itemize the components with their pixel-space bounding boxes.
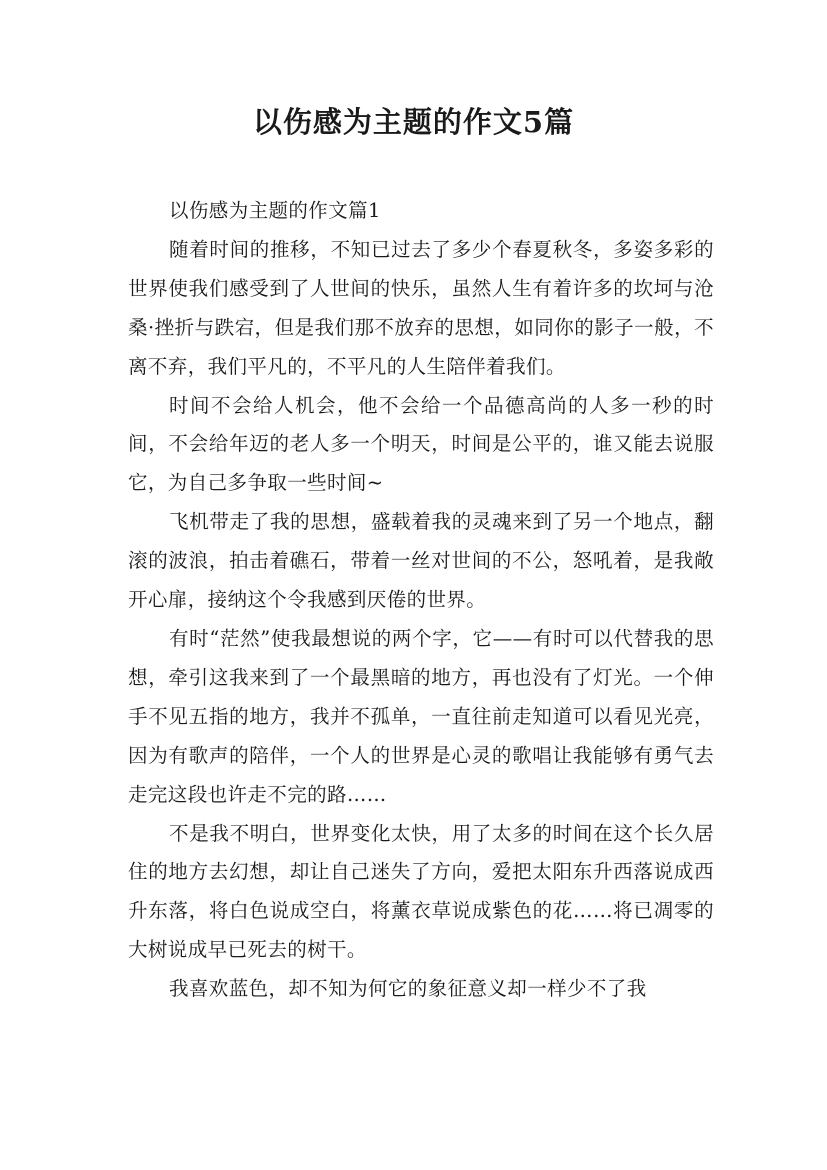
paragraph-1: 随着时间的推移，不知已过去了多少个春夏秋冬，多姿多彩的世界使我们感受到了人世间的快乐，虽然人生有着许多的坎坷与沧桑·挫折与跌宕，但是我们那不放弃的思想，如同你的影子一般，不离不弃，我们平凡的，不平凡的人生陪伴着我们。 — [128, 237, 714, 378]
paragraph-6: 我喜欢蓝色，却不知为何它的象征意义却一样少不了我 — [169, 977, 647, 1001]
paragraph-5: 不是我不明白，世界变化太快，用了太多的时间在这个长久居住的地方去幻想，却让自己迷失了方向，爱把太阳东升西落说成西升东落，将白色说成空白，将薰衣草说成紫色的花……将已凋零的大树说成早已死去的树干。 — [128, 821, 714, 962]
document-body — [128, 192, 714, 1009]
section-heading: 以伤感为主题的作文篇1 — [169, 199, 381, 222]
document-title: 以伤感为主题的作文5篇 — [252, 105, 575, 139]
paragraph-2: 时间不会给人机会，他不会给一个品德高尚的人多一秒的时间，不会给年迈的老人多一个明天，时间是公平的，谁又能去说服它，为自己多争取一些时间~ — [128, 393, 714, 495]
paragraph-4: 有时“茫然”使我最想说的两个字，它——有时可以代替我的思想，牵引这我来到了一个最黑暗的地方，再也没有了灯光。一个伸手不见五指的地方，我并不孤单，一直往前走知道可以看见光亮，因为有歌声的陪伴，一个人的世界是心灵的歌唱让我能够有勇气去走完这段也许走不完的路…… — [128, 626, 714, 806]
paragraph-3: 飞机带走了我的思想，盛载着我的灵魂来到了另一个地点，翻滚的波浪，拍击着礁石，带着一丝对世间的不公，怒吼着，是我敞开心扉，接纳这个令我感到厌倦的世界。 — [128, 510, 714, 612]
